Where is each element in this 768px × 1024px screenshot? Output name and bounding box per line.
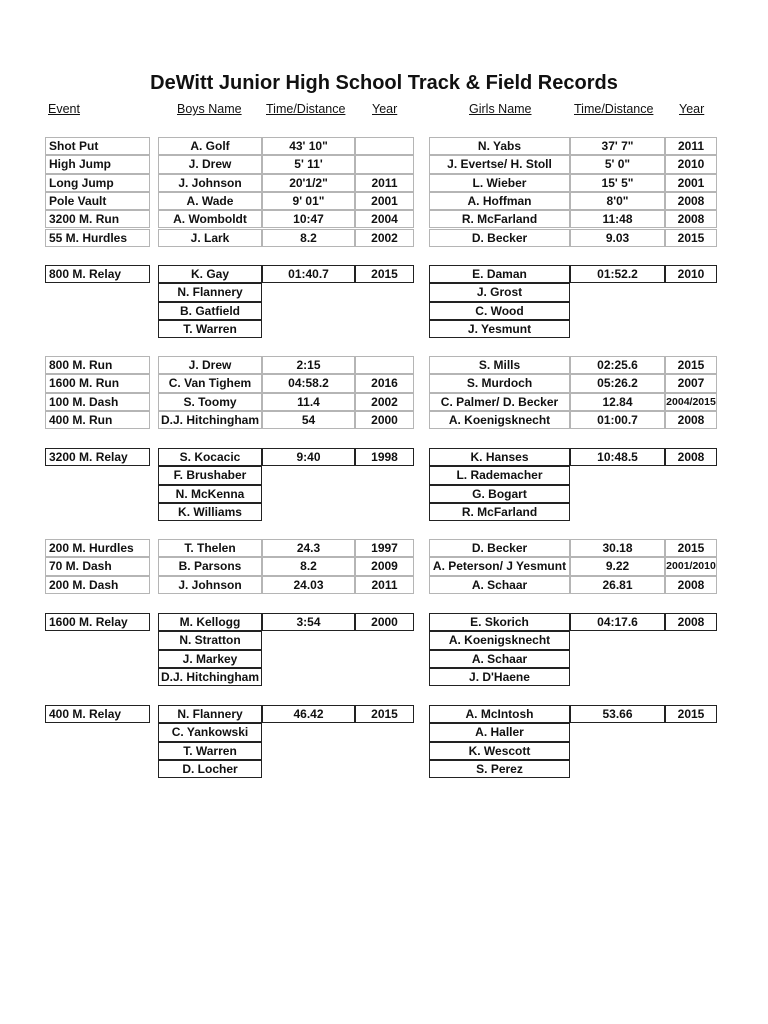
event-label: 1600 M. Run: [45, 374, 150, 392]
event-label: 100 M. Dash: [45, 393, 150, 411]
boys-time: 43' 10": [262, 137, 355, 155]
boys-year: 2004: [355, 210, 414, 228]
boys-relay-runner: B. Gatfield: [158, 302, 262, 320]
girls-time: 30.18: [570, 539, 665, 557]
girls-relay-runner: J. Yesmunt: [429, 320, 570, 338]
girls-time: 37' 7": [570, 137, 665, 155]
boys-relay-runner: K. Williams: [158, 503, 262, 521]
girls-name: D. Becker: [429, 539, 570, 557]
girls-relay-runner: E. Skorich: [429, 613, 570, 631]
header-girls-time: Time/Distance: [574, 102, 654, 116]
header-event: Event: [48, 102, 80, 116]
girls-year: 2001: [665, 174, 717, 192]
boys-relay-year: 2015: [355, 265, 414, 283]
header-boys-name: Boys Name: [177, 102, 242, 116]
event-label: 800 M. Run: [45, 356, 150, 374]
boys-year: 2011: [355, 576, 414, 594]
girls-relay-time: 04:17.6: [570, 613, 665, 631]
boys-relay-runner: D. Locher: [158, 760, 262, 778]
girls-time: 9.03: [570, 229, 665, 247]
relay-event-label: 400 M. Relay: [45, 705, 150, 723]
girls-name: C. Palmer/ D. Becker: [429, 393, 570, 411]
girls-name: A. Peterson/ J Yesmunt: [429, 557, 570, 575]
boys-name: J. Johnson: [158, 174, 262, 192]
boys-time: 24.03: [262, 576, 355, 594]
boys-relay-time: 01:40.7: [262, 265, 355, 283]
girls-time: 9.22: [570, 557, 665, 575]
boys-time: 8.2: [262, 557, 355, 575]
boys-relay-runner: T. Warren: [158, 742, 262, 760]
event-label: Pole Vault: [45, 192, 150, 210]
boys-relay-time: 3:54: [262, 613, 355, 631]
girls-year: 2008: [665, 192, 717, 210]
girls-year: 2008: [665, 411, 717, 429]
event-label: Long Jump: [45, 174, 150, 192]
event-label: 400 M. Run: [45, 411, 150, 429]
girls-relay-runner: A. Haller: [429, 723, 570, 741]
event-label: 3200 M. Run: [45, 210, 150, 228]
girls-relay-year: 2008: [665, 448, 717, 466]
boys-name: C. Van Tighem: [158, 374, 262, 392]
boys-time: 9' 01": [262, 192, 355, 210]
girls-year: 2015: [665, 539, 717, 557]
girls-year: 2008: [665, 210, 717, 228]
page-title: DeWitt Junior High School Track & Field Records: [150, 72, 618, 94]
girls-relay-year: 2010: [665, 265, 717, 283]
girls-relay-runner: C. Wood: [429, 302, 570, 320]
girls-year: 2004/2015: [665, 393, 717, 411]
boys-relay-year: 2000: [355, 613, 414, 631]
boys-time: 5' 11': [262, 155, 355, 173]
boys-relay-runner: N. Stratton: [158, 631, 262, 649]
boys-time: 04:58.2: [262, 374, 355, 392]
girls-relay-runner: G. Bogart: [429, 485, 570, 503]
girls-relay-runner: J. Grost: [429, 283, 570, 301]
girls-name: J. Evertse/ H. Stoll: [429, 155, 570, 173]
header-boys-year: Year: [372, 102, 398, 116]
boys-time: 2:15: [262, 356, 355, 374]
boys-time: 20'1/2": [262, 174, 355, 192]
girls-year: 2007: [665, 374, 717, 392]
boys-name: J. Drew: [158, 155, 262, 173]
boys-relay-time: 9:40: [262, 448, 355, 466]
boys-year: 1997: [355, 539, 414, 557]
girls-time: 15' 5": [570, 174, 665, 192]
girls-name: S. Mills: [429, 356, 570, 374]
boys-name: A. Wade: [158, 192, 262, 210]
girls-relay-runner: A. Schaar: [429, 650, 570, 668]
boys-year: 2011: [355, 174, 414, 192]
girls-relay-runner: L. Rademacher: [429, 466, 570, 484]
boys-year: 2001: [355, 192, 414, 210]
boys-relay-runner: N. McKenna: [158, 485, 262, 503]
boys-time: 10:47: [262, 210, 355, 228]
girls-relay-runner: K. Wescott: [429, 742, 570, 760]
girls-year: 2001/2010: [665, 557, 717, 575]
girls-time: 01:00.7: [570, 411, 665, 429]
girls-relay-runner: A. Koenigsknecht: [429, 631, 570, 649]
boys-name: J. Johnson: [158, 576, 262, 594]
boys-year: 2016: [355, 374, 414, 392]
girls-name: R. McFarland: [429, 210, 570, 228]
girls-relay-time: 10:48.5: [570, 448, 665, 466]
girls-time: 05:26.2: [570, 374, 665, 392]
header-girls-year: Year: [679, 102, 705, 116]
boys-year: [355, 356, 414, 374]
boys-time: 54: [262, 411, 355, 429]
girls-name: A. Koenigsknecht: [429, 411, 570, 429]
boys-time: 11.4: [262, 393, 355, 411]
boys-name: T. Thelen: [158, 539, 262, 557]
girls-time: 5' 0": [570, 155, 665, 173]
event-label: Shot Put: [45, 137, 150, 155]
boys-relay-year: 2015: [355, 705, 414, 723]
boys-name: D.J. Hitchingham: [158, 411, 262, 429]
girls-relay-year: 2015: [665, 705, 717, 723]
boys-year: [355, 155, 414, 173]
boys-year: 2002: [355, 393, 414, 411]
boys-year: [355, 137, 414, 155]
header-girls-name: Girls Name: [469, 102, 532, 116]
boys-relay-runner: M. Kellogg: [158, 613, 262, 631]
girls-year: 2010: [665, 155, 717, 173]
boys-name: A. Golf: [158, 137, 262, 155]
event-label: 200 M. Dash: [45, 576, 150, 594]
girls-relay-runner: S. Perez: [429, 760, 570, 778]
boys-time: 24.3: [262, 539, 355, 557]
girls-year: 2015: [665, 229, 717, 247]
girls-relay-time: 01:52.2: [570, 265, 665, 283]
girls-year: 2008: [665, 576, 717, 594]
girls-name: S. Murdoch: [429, 374, 570, 392]
girls-relay-time: 53.66: [570, 705, 665, 723]
boys-year: 2002: [355, 229, 414, 247]
girls-time: 26.81: [570, 576, 665, 594]
boys-relay-runner: C. Yankowski: [158, 723, 262, 741]
girls-relay-runner: A. McIntosh: [429, 705, 570, 723]
girls-name: A. Hoffman: [429, 192, 570, 210]
boys-time: 8.2: [262, 229, 355, 247]
boys-relay-runner: T. Warren: [158, 320, 262, 338]
boys-year: 2009: [355, 557, 414, 575]
boys-name: B. Parsons: [158, 557, 262, 575]
boys-relay-runner: K. Gay: [158, 265, 262, 283]
relay-event-label: 1600 M. Relay: [45, 613, 150, 631]
girls-name: L. Wieber: [429, 174, 570, 192]
girls-time: 11:48: [570, 210, 665, 228]
boys-relay-runner: D.J. Hitchingham: [158, 668, 262, 686]
girls-year: 2015: [665, 356, 717, 374]
girls-relay-runner: E. Daman: [429, 265, 570, 283]
boys-relay-year: 1998: [355, 448, 414, 466]
girls-year: 2011: [665, 137, 717, 155]
boys-name: J. Drew: [158, 356, 262, 374]
boys-relay-runner: J. Markey: [158, 650, 262, 668]
girls-name: N. Yabs: [429, 137, 570, 155]
girls-name: D. Becker: [429, 229, 570, 247]
boys-relay-runner: N. Flannery: [158, 283, 262, 301]
girls-time: 12.84: [570, 393, 665, 411]
girls-relay-runner: J. D'Haene: [429, 668, 570, 686]
event-label: 200 M. Hurdles: [45, 539, 150, 557]
boys-name: S. Toomy: [158, 393, 262, 411]
relay-event-label: 800 M. Relay: [45, 265, 150, 283]
girls-name: A. Schaar: [429, 576, 570, 594]
boys-relay-runner: F. Brushaber: [158, 466, 262, 484]
boys-relay-runner: N. Flannery: [158, 705, 262, 723]
girls-relay-year: 2008: [665, 613, 717, 631]
boys-relay-runner: S. Kocacic: [158, 448, 262, 466]
girls-relay-runner: R. McFarland: [429, 503, 570, 521]
boys-relay-time: 46.42: [262, 705, 355, 723]
header-boys-time: Time/Distance: [266, 102, 346, 116]
event-label: High Jump: [45, 155, 150, 173]
girls-relay-runner: K. Hanses: [429, 448, 570, 466]
event-label: 55 M. Hurdles: [45, 229, 150, 247]
boys-name: A. Womboldt: [158, 210, 262, 228]
girls-time: 02:25.6: [570, 356, 665, 374]
boys-year: 2000: [355, 411, 414, 429]
boys-name: J. Lark: [158, 229, 262, 247]
relay-event-label: 3200 M. Relay: [45, 448, 150, 466]
girls-time: 8'0": [570, 192, 665, 210]
event-label: 70 M. Dash: [45, 557, 150, 575]
